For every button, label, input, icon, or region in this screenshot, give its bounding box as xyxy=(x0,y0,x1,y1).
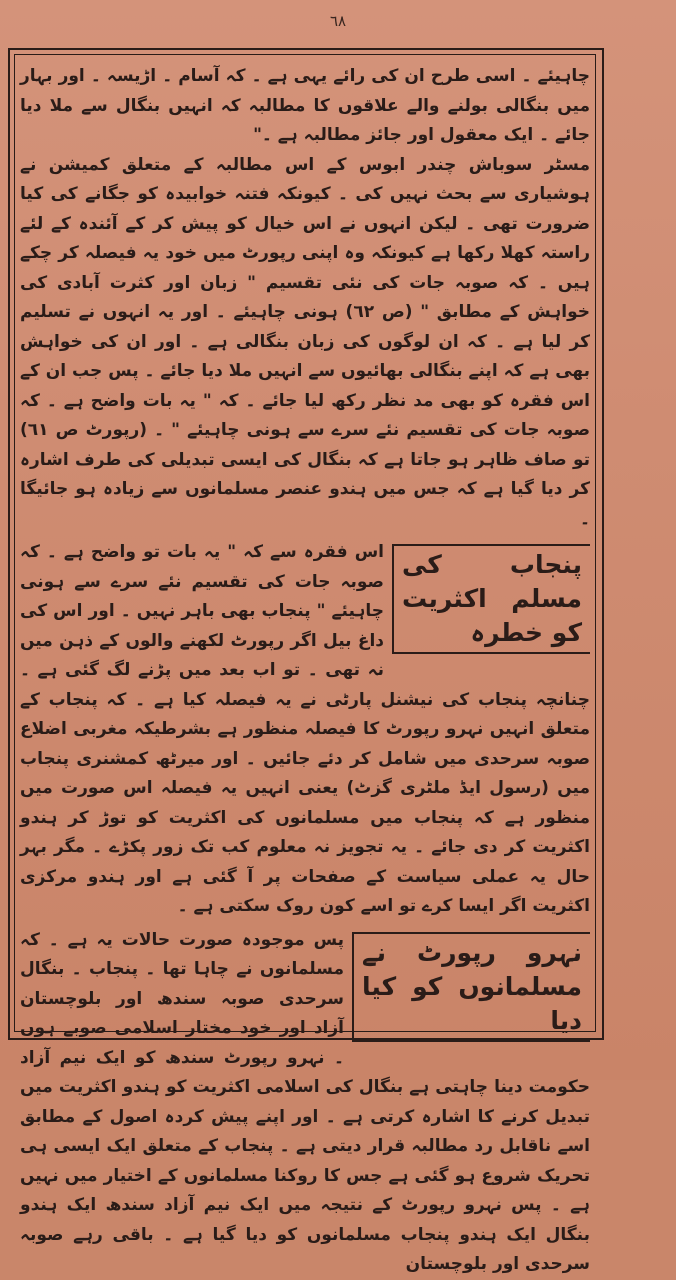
section-heading: نہرو رپورٹ نے مسلمانوں کو کیا دیا xyxy=(352,932,590,1042)
body-paragraph: چاہیئے ۔ اسی طرح ان کی رائے یہی ہے ۔ کہ آسام ۔ اڑیسہ ۔ اور بہار میں بنگالی بولنے والے علاقوں کا مطالبہ کہ انہیں بنگال سے ملا دیا جائے ۔ ایک معقول اور جائز مطالبہ ہے ۔" xyxy=(20,66,590,145)
page-body xyxy=(20,62,590,1274)
body-paragraph: مسٹر سوباش چندر ابوس کے اس مطالبہ کے متعلق کمیشن نے ہوشیاری سے بحث نہیں کی ۔ کیونکہ فتنہ خوابیدہ کو جگانے کی کیا ضرورت تھی ۔ لیکن انہوں نے اس خیال کو پیش کر کے آئندہ کے لئے راستہ کھلا رکھا ہے کیونکہ وہ اپنی رپورٹ میں خود یہ فیصلہ کر چکے ہیں ۔ کہ صوبہ جات کی نئی تقسیم " زبان اور کثرت آبادی کی خواہش کے مطابق " (ص ٦٢) ہونی چاہیئے ۔ اور یہ انہوں نے تسلیم کر لیا ہے ۔ کہ ان لوگوں کی زبان بنگالی ہے ۔ اور ان کی خواہش بھی ہے کہ اپنے بنگالی بھائیوں سے انہیں ملا دیا جائے ۔ پس جب ان کے اس فقرہ کو بھی مد نظر رکھ لیا جائے ۔ کہ " یہ بات واضح ہے ۔ کہ صوبہ جات کی تقسیم نئے سرے سے ہونی چاہیئے " ۔ (رپورٹ ص ٦١) تو صاف ظاہر ہو جاتا ہے کہ بنگال کی ایسی تبدیلی کی طرف اشارہ کر دیا گیا ہے کہ جس میں ہندو عنصر مسلمانوں سے زیادہ ہو جائیگا ۔ xyxy=(20,154,590,529)
body-paragraph: پس موجودہ صورت حالات یہ ہے ۔ کہ مسلمانوں نے چاہا تھا ۔ پنجاب ۔ بنگال سرحدی صوبہ سندھ اور بلوچستان آزاد اور خود مختار اسلامی صوبے ہوں ۔ نہرو رپورٹ سندھ کو ایک نیم آزاد حکومت دینا چاہتی ہے بنگال کی اسلامی اکثریت کو ہندو اکثریت میں تبدیل کرنے کا اشارہ کرتی ہے ۔ اور اپنے پیش کردہ اصول کے مطابق اسے ناقابل رد مطالبہ قرار دیتی ہے ۔ پنجاب کے متعلق ایک ایسی ہی تحریک شروع ہو گئی ہے جس کا روکنا مسلمانوں کے اختیار میں نہیں ہے ۔ پس نہرو رپورٹ کے نتیجہ میں ایک نیم آزاد سندھ ایک ہندو بنگال ایک ہندو پنجاب مسلمانوں کو دیا گیا ہے ۔ باقی رہے صوبہ سرحدی اور بلوچستان xyxy=(20,929,590,1274)
body-paragraph: اس فقرہ سے کہ " یہ بات تو واضح ہے ۔ کہ صوبہ جات کی تقسیم نئے سرے سے ہونی چاہیئے " پنجاب بھی باہر نہیں ۔ اور اس کی داغ بیل اگر رپورٹ لکھنے والوں کے ذہن میں نہ تھی ۔ تو اب بعد میں پڑنے لگ گئی ہے ۔ چنانچہ پنجاب کی نیشنل پارٹی نے یہ فیصلہ کیا ہے ۔ کہ پنجاب کے متعلق انہیں نہرو رپورٹ کا فیصلہ منظور ہے بشرطیکہ مغربی اضلاع صوبہ سرحدی میں شامل کر دئے جائیں ۔ اور میرٹھ کمشنری پنجاب میں (رسول ایڈ ملٹری گزٹ) یعنی انہیں یہ فیصلہ اس صورت میں منظور ہے کہ پنجاب میں مسلمانوں کی اکثریت کو توڑ کر ہندو اکثریت کر دی جائے ۔ یہ تجویز نہ معلوم کب تک زور پکڑے ۔ مگر بہر حال یہ عملی سیاست کے صفحات پر آ گئی ہے اور ہندو مرکزی اکثریت اگر ایسا کرے تو اسے کون روک سکتی ہے ۔ xyxy=(20,542,590,916)
section-heading: پنجاب کی مسلم اکثریت کو خطرہ xyxy=(392,544,590,654)
page-number: ٦٨ xyxy=(329,12,347,30)
